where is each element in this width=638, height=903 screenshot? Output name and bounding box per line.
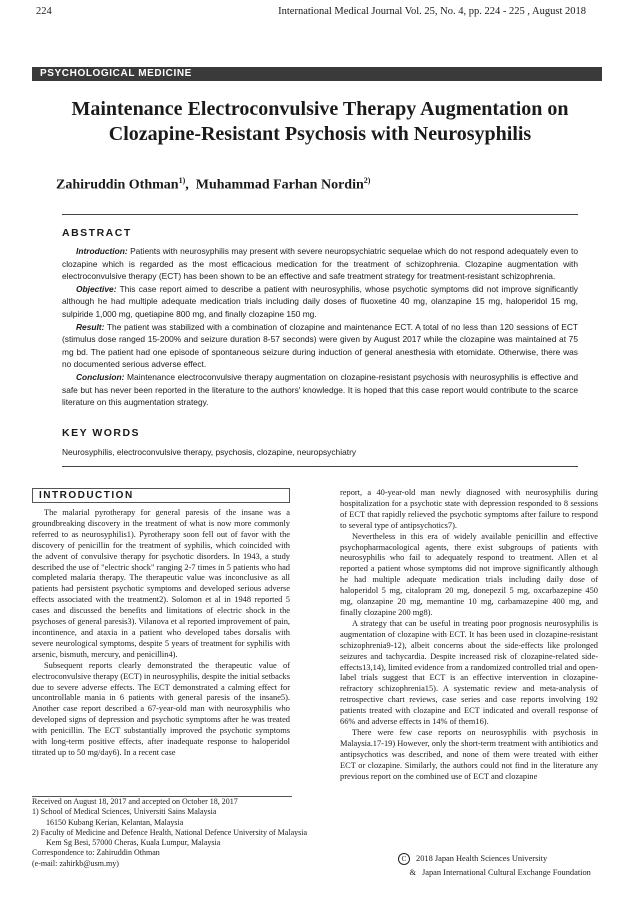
title-line-1: Maintenance Electroconvulsive Therapy Augmentation on bbox=[71, 98, 569, 120]
affiliation-1: 1) School of Medical Sciences, Universiti Sains Malaysia bbox=[32, 807, 217, 817]
affiliation-1-address: 16150 Kubang Kerian, Kelantan, Malaysia bbox=[46, 817, 184, 827]
abstract-body bbox=[62, 245, 578, 409]
copyright-icon: C bbox=[398, 853, 410, 865]
affiliation-2: 2) Faculty of Medicine and Defence Health, National Defence University of Malaysia bbox=[32, 827, 308, 837]
divider-top bbox=[62, 214, 578, 215]
author-2: Muhammad Farhan Nordin bbox=[195, 177, 364, 193]
copyright-line-2: Japan International Cultural Exchange Foundation bbox=[422, 868, 591, 877]
right-paragraph-4: There were few case reports on neurosyphilis with psychosis in Malaysia.17-19) However, only the short-term treatment with antibiotics and antipsychotics was described, and none of them were treated with either ECT or clozapine. Similarly, the authors could not find in the literature any previous report on the combined use of ECT and clozapine bbox=[340, 727, 598, 781]
copyright-notice bbox=[398, 852, 591, 880]
keywords-heading: KEY WORDS bbox=[62, 427, 141, 439]
author-1-affil: 1) bbox=[178, 176, 186, 185]
copyright-ampersand: & bbox=[409, 868, 416, 877]
article-title bbox=[40, 97, 600, 147]
right-paragraph-3: A strategy that can be useful in treating poor prognosis neurosyphilis is augmentation of clozapine with ECT. It has been used in clozapine-resistant schizophrenia9-12), albeit concerns about the side-effects like prolonged seizures and tachycardia. Despite increased risk of clozapine-related side-effects13,14), limited evidence from a randomized controlled trial and open-label trials suggest that ECT is an effective intervention in clozapine-refractory schizophrenia15). A systematic review and meta-analysis of retrospective chart reviews, case series and case reports involving 192 patients treated with clozapine and ECT indicated and overall response of 66% and adverse effects in 14% of them16). bbox=[340, 618, 598, 727]
author-separator: , bbox=[185, 177, 196, 193]
correspondence: Correspondence to: Zahiruddin Othman bbox=[32, 848, 160, 858]
right-paragraph-1: report, a 40-year-old man newly diagnosed with neurosyphilis during hospitalization for a psychotic state with depression responded to 8 sessions of ECT that rapidly relieved the psychotic symptoms after failure to respond to several type of antipsychotics7). bbox=[340, 488, 598, 530]
abstract-introduction: Introduction: Patients with neurosyphilis may present with severe neuropsychiatric sequelae which do not respond adequately even to clozapine which is regarded as the most efficacious medication for the treatment of schizophrenia. Clozapine augmentation with electroconvulsive therapy (ECT) has been shown to be an effective and safe treatment strategy for treatment-resistant schizophrenia. bbox=[62, 246, 578, 282]
copyright-line-1: 2018 Japan Health Sciences University bbox=[416, 854, 548, 863]
footnotes bbox=[32, 797, 332, 869]
running-header bbox=[36, 6, 586, 20]
correspondence-email: (e-mail: zahirkb@usm.my) bbox=[32, 858, 119, 868]
received-note: Received on August 18, 2017 and accepted on October 18, 2017 bbox=[32, 797, 238, 806]
affiliation-2-address: Kem Sg Besi, 57000 Cheras, Kuala Lumpur, Malaysia bbox=[46, 838, 221, 848]
keywords-text: Neurosyphilis, electroconvulsive therapy, psychosis, clozapine, neuropsychiatry bbox=[62, 447, 357, 457]
left-column bbox=[32, 508, 290, 759]
author-2-affil: 2) bbox=[363, 176, 371, 185]
author-1: Zahiruddin Othman bbox=[56, 177, 179, 193]
right-column bbox=[340, 488, 598, 782]
intro-paragraph-2: Subsequent reports clearly demonstrated the therapeutic value of electroconvulsive therapy (ECT) in neurosyphilis, despite the initial setbacks due to severe adverse effects. The ECT demonstrated a calming effect for uncontrollable mania in 6 patients with general paresis of the insane5). Another case report described a 67-year-old man with neurosyphilis who developed signs of depression and psychotic symptoms after he was treated with penicillin. The ECT substantially improved the psychotic symptoms with long-term positive effects, after inadequate response to haloperidol titrated up to 50 mg/day6). In a recent case bbox=[32, 660, 290, 757]
right-paragraph-2: Nevertheless in this era of widely available penicillin and effective psychopharmacological agents, there exist subgroups of patients with neurosyphilis who fail to adequately respond to treatment. Allen et al reported a patient whose symptoms did not improve significantly although he had multiple adequate medication trials including daily dose of haloperidol 5 mg, citalopram 20 mg, donepezil 5 mg, oxcarbazepine 450 mg, olanzapine 20 mg, memantine 10 mg, carbamazepine 400 mg, and finally clozapine 200 mg8). bbox=[340, 531, 598, 617]
journal-citation: International Medical Journal Vol. 25, No. 4, pp. 224 - 225 , August 2018 bbox=[278, 6, 586, 17]
author-list bbox=[56, 176, 370, 194]
abstract-objective: Objective: This case report aimed to describe a patient with neurosyphilis, whose psychotic symptoms did not improve significantly although he had multiple adequate medication trials including daily doses of fluoxetine 40 mg, olanzapine 15 mg, haloperidol 15 mg, sulpiride 1,000 mg, quetiapine 800 mg, and finally clozapine 150 mg. bbox=[62, 283, 578, 319]
page-number: 224 bbox=[36, 6, 52, 17]
section-label: PSYCHOLOGICAL MEDICINE bbox=[32, 67, 602, 81]
divider-bottom bbox=[62, 466, 578, 467]
abstract-result: Result: The patient was stabilized with a combination of clozapine and maintenance ECT. A total of no less than 120 sessions of ECT (stimulus dose ranged 15-200% and seizure duration 8-57 seconds) were given by August 2017 while the clozapine was maintained at 75 mg bd. The patient had one episode of spontaneous seizure during induction of general anesthesia with etomidate. Otherwise, there was no documented serious adverse effect. bbox=[62, 321, 578, 370]
abstract-heading: ABSTRACT bbox=[62, 227, 132, 239]
intro-paragraph-1: The malarial pyrotherapy for general paresis of the insane was a groundbreaking discovery in the treatment of what is now more commonly referred to as neurosyphilis1). Pyrotherapy soon fell out of favor with the discovery of penicillin for the treatment of syphilis, which coincided with the advent of convulsive therapy for psychotic disorders. In 1943, a study described the use of "electric shock" ranging 2-7 times in 5 patients who had completed malaria therapy. The therapeutic value was inconclusive as all patients had persistent psychotic symptoms and developed serious adverse effects associated with the treatment2). Solomon et al in 1948 reported 5 cases and discussed the benefits and limitations of electric shock in the psychoses of general paresis3). Vilanova et al reported improvement of pain, incontinence, and ataxia in a patient who developed tabes dorsalis with severe neurological symptoms, despite 5 years of treatment for syphilis with arsenic, bismuth, mercury, and penicillin4). bbox=[32, 508, 290, 659]
abstract-conclusion: Conclusion: Maintenance electroconvulsive therapy augmentation on clozapine-resistant psychosis with neurosyphilis is effective and safe but has never been reported in the literature to the authors' knowledge. It is hoped that this case report would contribute to the scarce literature on this augmentation strategy. bbox=[62, 371, 578, 408]
introduction-heading: INTRODUCTION bbox=[32, 488, 290, 503]
title-line-2: Clozapine-Resistant Psychosis with Neurosyphilis bbox=[108, 123, 532, 145]
